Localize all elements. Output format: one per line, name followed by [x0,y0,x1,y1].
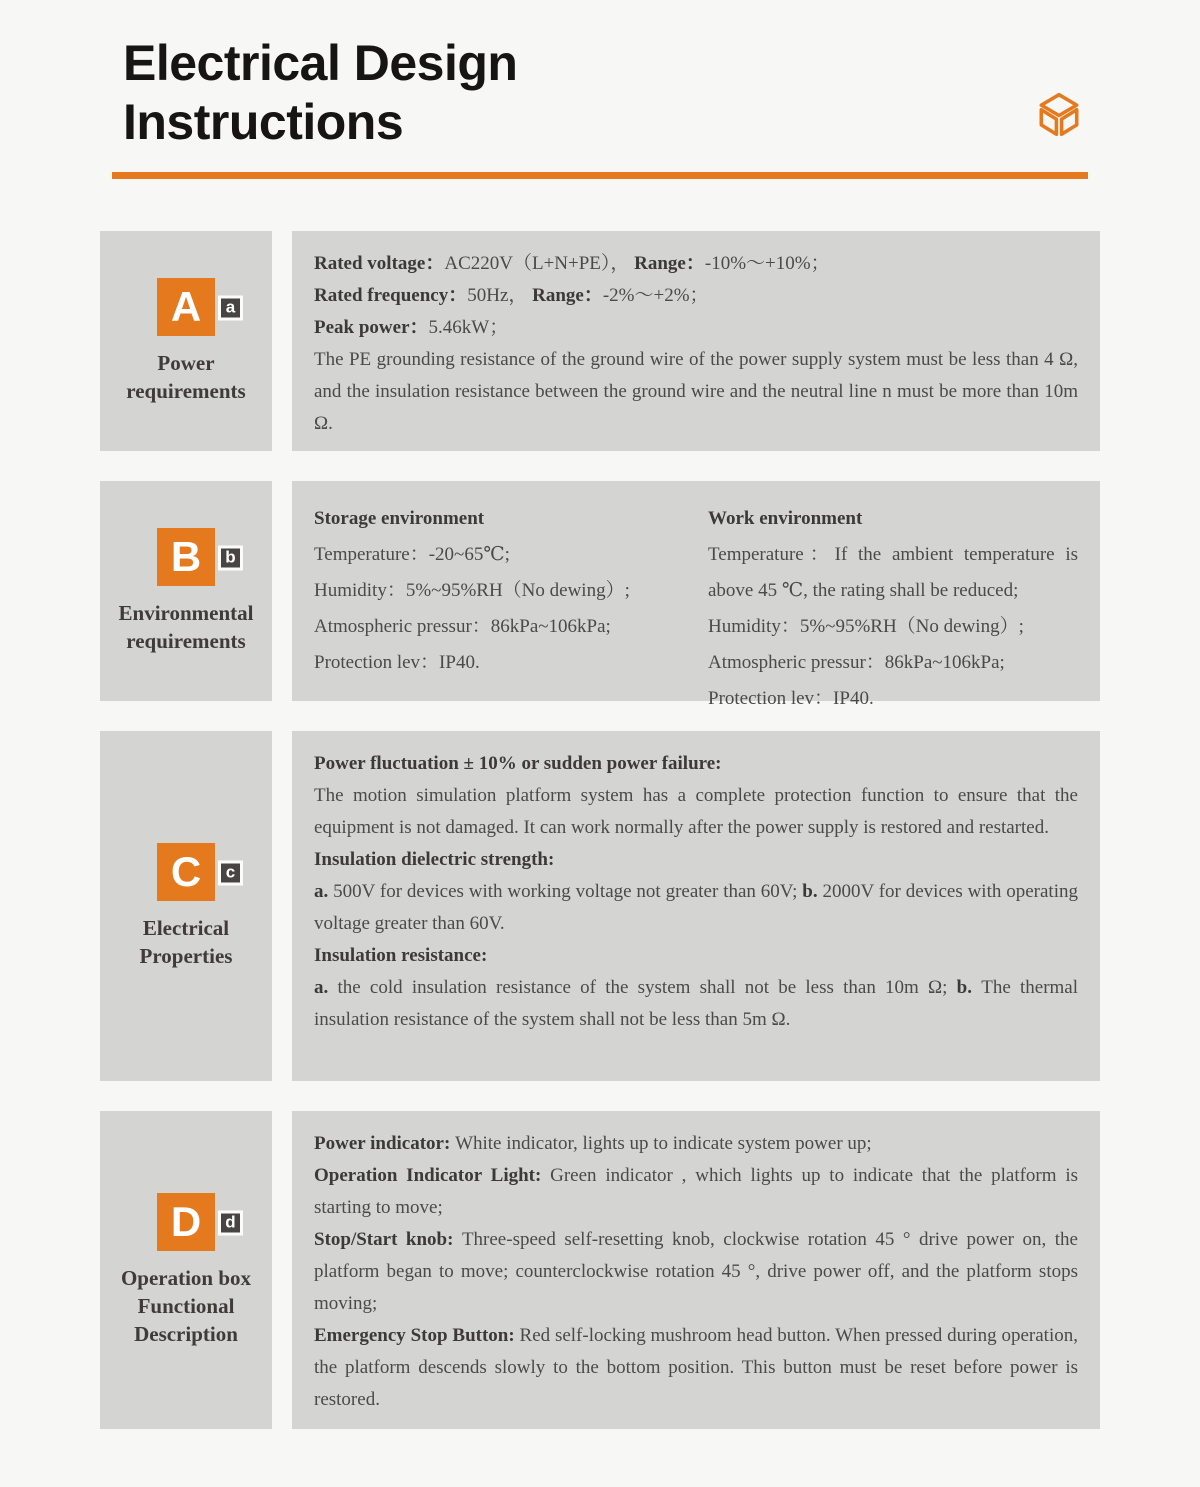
section-a-label: Power requirements [126,350,246,403]
paragraph: Rated voltage：AC220V（L+N+PE）， Range：-10%～+10%； [314,253,830,274]
section-power-requirements [100,231,1100,451]
section-c-content [292,731,1100,1081]
paragraph: Humidity：5%~95%RH（No dewing）; [314,580,630,601]
section-c-badge [157,843,236,901]
paragraph: a. 500V for devices with working voltage not greater than 60V; b. 2000V for devices with operating voltage greater than 60V. [314,881,1078,934]
section-d-badge [157,1193,236,1251]
paragraph: Insulation resistance: [314,945,488,966]
section-a-sidebar [100,231,272,451]
section-a-content [292,231,1100,451]
paragraph: The motion simulation platform system has a complete protection function to ensure that the equipment is not damaged. It can work normally after the power supply is restored and restarted. [314,785,1078,838]
paragraph: The PE grounding resistance of the ground wire of the power supply system must be less than 4 Ω, and the insulation resistance between the ground wire and the neutral line n must be more than 10m Ω. [314,349,1078,434]
badge-letter-c: C [157,843,215,901]
paragraph: Humidity：5%~95%RH（No dewing）; [708,616,1024,637]
badge-letter-a: A [157,278,215,336]
section-c-sidebar [100,731,272,1081]
sections [100,231,1100,1429]
work-environment-column [708,501,1078,709]
column-heading: Work environment [708,508,863,529]
section-d-content [292,1111,1100,1429]
cube-icon [1034,89,1084,146]
badge-sub-letter-b: b [218,545,243,570]
paragraph: Operation Indicator Light: Green indicator , which lights up to indicate that the platform is starting to move; [314,1165,1078,1218]
paragraph: Stop/Start knob: Three-speed self-resetting knob, clockwise rotation 45 ° drive power on, the platform began to move; counterclockwise rotation 45 °, drive power off, and the platform stops moving; [314,1229,1078,1314]
badge-letter-b: B [157,528,215,586]
header [0,0,1200,152]
paragraph: Power indicator: White indicator, lights up to indicate system power up; [314,1133,872,1154]
page-title-line2: Instructions [123,94,404,150]
section-d-label: Operation box Functional Description [120,1265,252,1346]
paragraph: Rated frequency：50Hz， Range：-2%～+2%； [314,285,709,306]
column-heading: Storage environment [314,508,485,529]
paragraph: Power fluctuation ± 10% or sudden power failure: [314,753,722,774]
paragraph: Protection lev：IP40. [314,652,480,673]
section-b-badge [157,528,236,586]
paragraph: Atmospheric pressur：86kPa~106kPa; [708,652,1005,673]
section-d-sidebar [100,1111,272,1429]
section-electrical-properties [100,731,1100,1081]
section-a-badge [157,278,236,336]
paragraph: Protection lev：IP40. [708,688,874,709]
paragraph: Temperature：If the ambient temperature is above 45 ℃, the rating shall be reduced; [708,544,1078,601]
storage-environment-column [314,501,684,689]
section-b-content [292,481,1100,709]
section-c-label: Electrical Properties [139,915,233,968]
paragraph: Temperature：-20~65℃; [314,544,510,565]
section-operation-box [100,1111,1100,1429]
page-title-line1: Electrical Design [123,35,518,91]
paragraph: Peak power：5.46kW； [314,317,509,338]
paragraph: a. the cold insulation resistance of the system shall not be less than 10m Ω; b. The thermal insulation resistance of the system shall not be less than 5m Ω. [314,977,1079,1030]
badge-letter-d: D [157,1193,215,1251]
section-environmental-requirements [100,481,1100,709]
title-divider [112,172,1088,179]
section-b-label: Environmental requirements [118,600,254,653]
badge-sub-letter-a: a [218,295,243,320]
paragraph: Emergency Stop Button: Red self-locking mushroom head button. When pressed during operation, the platform descends slowly to the bottom position. This button must be reset before power is restored. [314,1325,1078,1410]
paragraph: Insulation dielectric strength: [314,849,555,870]
badge-sub-letter-d: d [218,1210,243,1235]
section-b-sidebar [100,481,272,701]
badge-sub-letter-c: c [218,860,243,885]
paragraph: Atmospheric pressur：86kPa~106kPa; [314,616,611,637]
page-title [123,34,517,152]
